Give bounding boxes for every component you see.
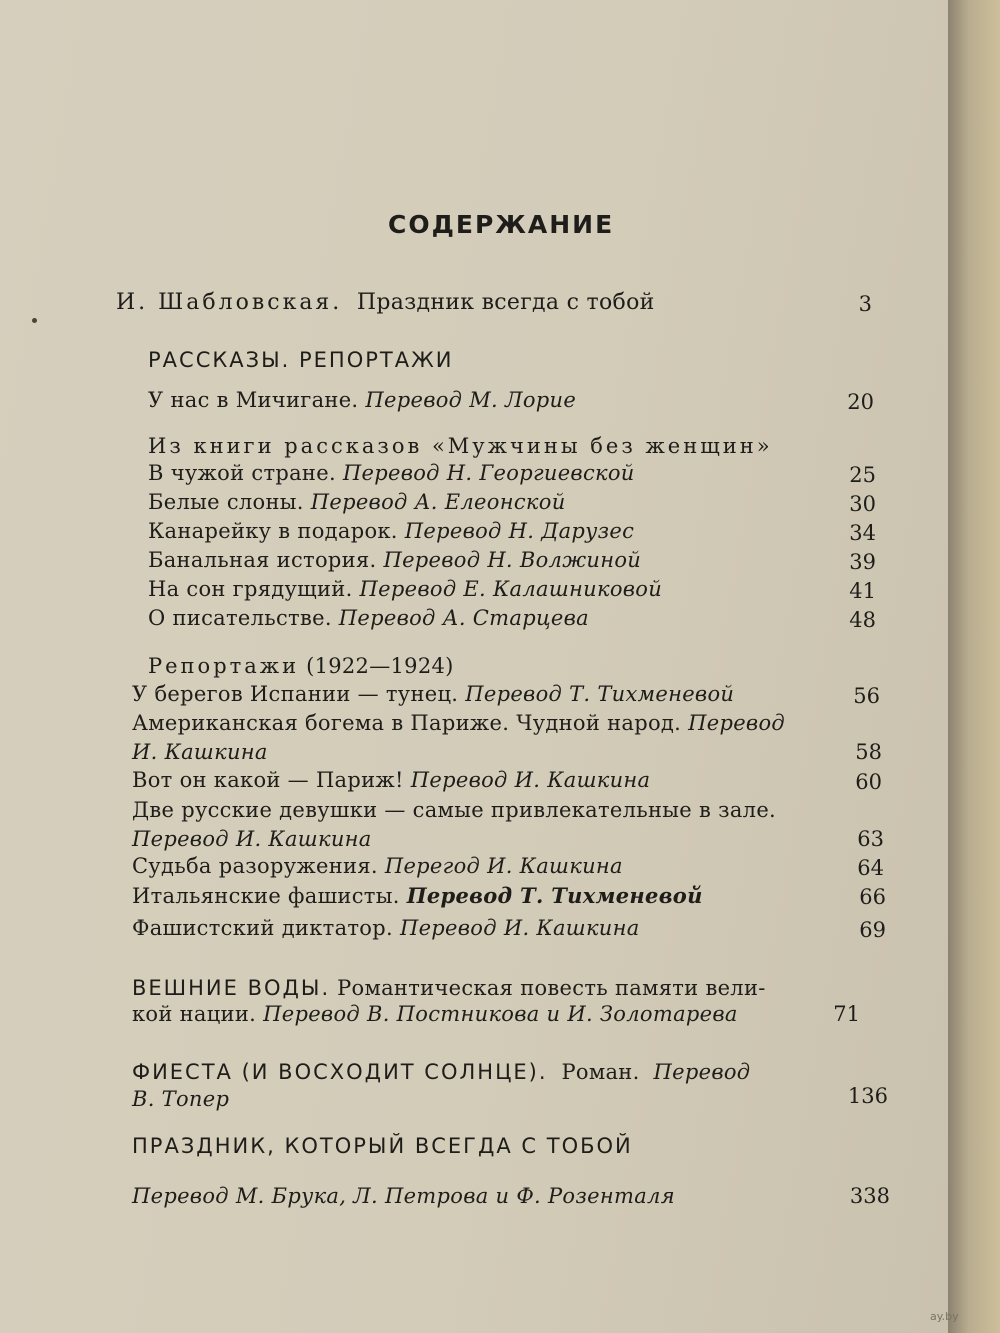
- entry-subtitle-cont: кой нации.: [132, 1002, 257, 1026]
- page-number: 69: [859, 918, 886, 942]
- entry-title: Банальная история.: [148, 548, 377, 572]
- entry-translator: Перевод И. Кашкина: [399, 916, 640, 940]
- toc-entry-spring: [132, 978, 766, 999]
- entry-title: Вот он какой — Париж!: [132, 768, 404, 792]
- toc-entry: [132, 800, 776, 821]
- toc-entry: [148, 463, 635, 484]
- entry-caps-title: ФИЕСТА (И ВОСХОДИТ СОЛНЦЕ).: [132, 1060, 548, 1084]
- toc-entry: [132, 918, 640, 939]
- entry-translator: Перегод И. Кашкина: [384, 854, 623, 878]
- ink-speck: [32, 318, 37, 323]
- page-number: 41: [849, 579, 876, 603]
- toc-entry: [148, 390, 576, 411]
- entry-caps-title: ВЕШНИЕ ВОДЫ.: [132, 976, 331, 1000]
- entry-title: Две русские девушки — самые привлекательные в зале.: [132, 798, 777, 822]
- entry-translator-cont: И. Кашкина: [132, 740, 268, 764]
- book-gutter: [948, 0, 1000, 1333]
- toc-entry: [148, 608, 589, 629]
- toc-entry: [148, 521, 634, 542]
- entry-title: Канарейку в подарок.: [148, 519, 398, 543]
- section-heading-stories: РАССКАЗЫ. РЕПОРТАЖИ: [148, 348, 454, 372]
- toc-entry: [148, 550, 641, 571]
- entry-translator: Перевод Т. Тихменевой: [465, 682, 735, 706]
- page-number: 58: [855, 740, 882, 764]
- entry-title: Праздник всегда с тобой: [356, 290, 655, 315]
- entry-translator: Перевод В. Постникова и И. Золотарева: [263, 1002, 738, 1026]
- entry-genre: Роман.: [561, 1060, 640, 1084]
- toc-entry-intro: [116, 292, 655, 314]
- entry-author: И. Шабловская.: [116, 290, 343, 315]
- page-number: 25: [849, 463, 876, 487]
- entry-translator: Перевод: [688, 711, 786, 735]
- entry-title: В чужой стране.: [148, 461, 336, 485]
- entry-title: Американская богема в Париже. Чудной народ.: [132, 711, 682, 735]
- toc-entry-spring-cont: [132, 1004, 738, 1025]
- entry-title: На сон грядущий.: [148, 577, 353, 601]
- page-number: 66: [859, 885, 886, 909]
- page-number: 338: [849, 1184, 890, 1208]
- toc-entry-fiesta: [132, 1062, 750, 1083]
- entry-translator: Перевод Т. Тихменевой: [406, 883, 703, 908]
- toc-entry: [132, 684, 734, 705]
- page-number: 48: [849, 608, 876, 632]
- page-number: 63: [857, 827, 884, 851]
- reports-label: Репортажи: [148, 654, 300, 678]
- reports-years: (1922—1924): [306, 654, 454, 678]
- entry-translator: Перевод И. Кашкина: [410, 768, 651, 792]
- entry-title: Судьба разоружения.: [132, 854, 378, 878]
- page-number: 71: [833, 1002, 860, 1026]
- entry-title: О писательстве.: [148, 606, 332, 630]
- page-number: 34: [849, 521, 876, 545]
- page-number: 20: [847, 390, 874, 414]
- entry-title: У берегов Испании — тунец.: [132, 682, 459, 706]
- entry-title: Фашистский диктатор.: [132, 916, 393, 940]
- entry-subtitle: Романтическая повесть памяти вели-: [337, 976, 766, 1000]
- toc-entry: [148, 492, 566, 513]
- page-number: 30: [849, 492, 876, 516]
- toc-entry-feast-title: ПРАЗДНИК, КОТОРЫЙ ВСЕГДА С ТОБОЙ: [132, 1134, 633, 1158]
- toc-entry: [132, 885, 703, 907]
- page-title: СОДЕРЖАНИЕ: [388, 210, 615, 239]
- entry-translator: Перевод: [653, 1060, 751, 1084]
- entry-title: У нас в Мичигане.: [148, 388, 359, 412]
- watermark: ay.by: [930, 1310, 959, 1323]
- toc-entry: [148, 579, 662, 600]
- entry-translator: Перевод М. Брука, Л. Петрова и Ф. Розенталя: [132, 1184, 675, 1208]
- entry-translator: Перевод М. Лорие: [365, 388, 577, 412]
- entry-translator-cont: В. Топер: [132, 1087, 230, 1111]
- entry-title: Белые слоны.: [148, 490, 304, 514]
- page-number: 64: [857, 856, 884, 880]
- page-number: 39: [849, 550, 876, 574]
- entry-translator: Перевод Н. Волжиной: [383, 548, 642, 572]
- subsection-heading-collection: Из книги рассказов «Мужчины без женщин»: [148, 434, 773, 458]
- entry-translator: Перевод А. Старцева: [338, 606, 589, 630]
- entry-title: Итальянские фашисты.: [132, 884, 400, 908]
- subsection-heading-reports: [148, 656, 454, 677]
- toc-entry: [132, 770, 650, 791]
- page-number: 60: [855, 770, 882, 794]
- page-number: 56: [853, 684, 880, 708]
- page-number: 3: [858, 292, 872, 316]
- entry-translator: Перевод Н. Георгиевской: [342, 461, 635, 485]
- entry-translator: Перевод А. Елеонской: [310, 490, 566, 514]
- toc-entry: [132, 713, 785, 734]
- toc-entry: [132, 856, 623, 877]
- entry-translator: Перевод И. Кашкина: [132, 827, 372, 851]
- entry-translator: Перевод Н. Дарузес: [404, 519, 635, 543]
- entry-translator: Перевод Е. Калашниковой: [359, 577, 663, 601]
- page-number: 136: [847, 1084, 888, 1108]
